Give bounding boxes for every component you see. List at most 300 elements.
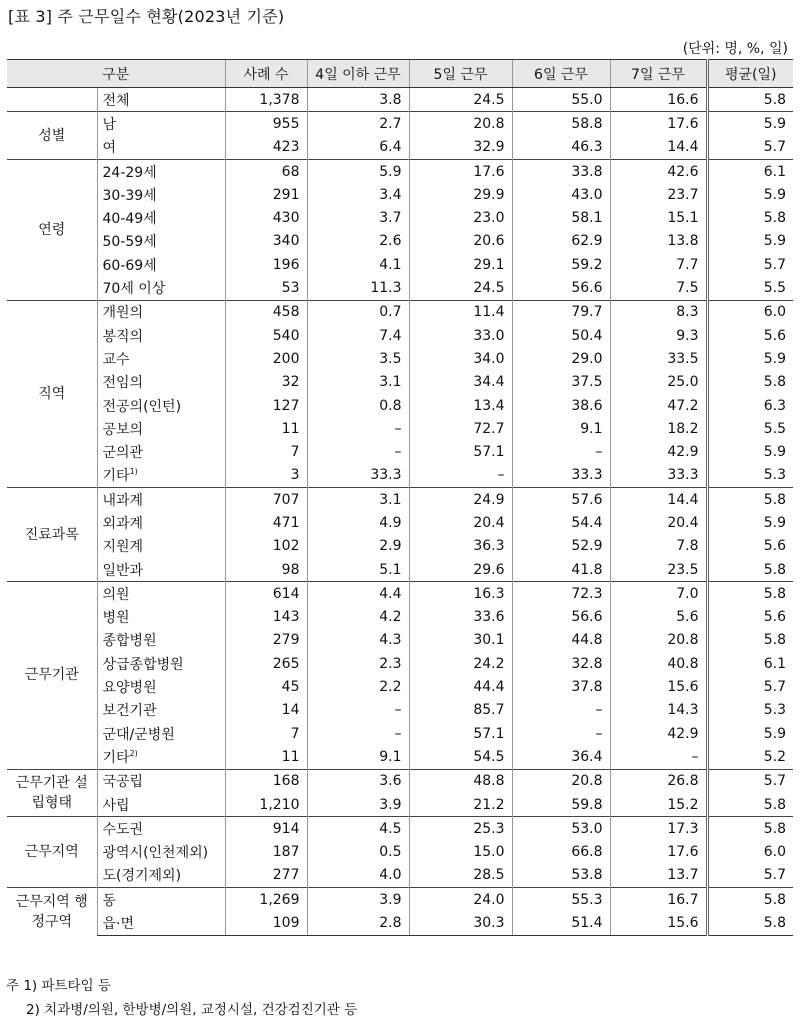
- cell-cases: 1,378: [225, 88, 307, 112]
- row-label-text: 24-29세: [102, 164, 157, 181]
- table-body: [7, 88, 793, 936]
- cell-pct-7days: 25.0: [610, 371, 707, 394]
- cell-average: 5.8: [707, 371, 793, 394]
- cell-pct-6days: 58.1: [512, 206, 610, 229]
- cell-pct-5days: 24.9: [409, 488, 512, 512]
- cell-pct-7days: 7.0: [610, 582, 707, 606]
- cell-pct-7days: 14.3: [610, 699, 707, 722]
- cell-cases: 143: [225, 606, 307, 629]
- row-label: [97, 464, 225, 488]
- cell-pct-6days: 36.4: [512, 745, 610, 769]
- cell-pct-4days: 6.4: [307, 136, 409, 160]
- table-row: [7, 394, 793, 417]
- group-label-empty: [7, 88, 97, 112]
- row-label-text: 개원의: [102, 305, 144, 322]
- cell-pct-4days: 3.1: [307, 488, 409, 512]
- table-row: [7, 347, 793, 370]
- cell-pct-6days: 58.8: [512, 112, 610, 136]
- cell-pct-5days: 44.4: [409, 675, 512, 698]
- cell-pct-6days: 50.4: [512, 324, 610, 347]
- row-label-text: 병원: [102, 610, 130, 627]
- table-row: [7, 888, 793, 912]
- cell-average: 5.6: [707, 606, 793, 629]
- cell-cases: 3: [225, 464, 307, 488]
- table-row: [7, 793, 793, 817]
- row-label-text: 공보의: [102, 421, 144, 438]
- cell-average: 5.8: [707, 558, 793, 582]
- row-label-text: 읍·면: [102, 916, 134, 933]
- cell-pct-4days: 2.2: [307, 675, 409, 698]
- footnote-marker: 1): [129, 467, 138, 477]
- table-row: [7, 769, 793, 793]
- cell-pct-6days: 79.7: [512, 300, 610, 324]
- cell-pct-7days: 42.9: [610, 722, 707, 745]
- footnote-1: 주 1) 파트타임 등: [6, 978, 111, 994]
- cell-pct-6days: 20.8: [512, 769, 610, 793]
- cell-pct-7days: 33.3: [610, 464, 707, 488]
- cell-cases: 955: [225, 112, 307, 136]
- cell-average: 5.5: [707, 417, 793, 440]
- cell-pct-4days: 33.3: [307, 464, 409, 488]
- cell-pct-6days: 56.6: [512, 606, 610, 629]
- cell-average: 5.9: [707, 722, 793, 745]
- table-title: [표 3] 주 근무일수 현황(2023년 기준): [8, 7, 285, 26]
- cell-pct-4days: –: [307, 722, 409, 745]
- header-6days: 6일 근무: [512, 60, 610, 88]
- table-row: [7, 864, 793, 888]
- row-label-text: 군의관: [102, 445, 144, 462]
- cell-cases: 68: [225, 159, 307, 183]
- row-label: [97, 371, 225, 394]
- cell-pct-7days: 16.6: [610, 88, 707, 112]
- cell-pct-5days: 11.4: [409, 300, 512, 324]
- cell-pct-5days: 24.5: [409, 88, 512, 112]
- cell-average: 5.9: [707, 440, 793, 463]
- cell-average: 5.6: [707, 324, 793, 347]
- table-row: [7, 112, 793, 136]
- cell-average: 5.7: [707, 864, 793, 888]
- row-label-text: 60-69세: [102, 257, 157, 274]
- cell-pct-7days: 8.3: [610, 300, 707, 324]
- cell-pct-4days: 2.9: [307, 535, 409, 558]
- cell-average: 5.9: [707, 183, 793, 206]
- row-label: [97, 535, 225, 558]
- cell-pct-6days: 37.5: [512, 371, 610, 394]
- row-label-text: 지원계: [102, 539, 144, 556]
- cell-pct-5days: 21.2: [409, 793, 512, 817]
- table-row: [7, 464, 793, 488]
- group-label: 진료과목: [7, 488, 97, 582]
- cell-cases: 127: [225, 394, 307, 417]
- group-label: 근무기관: [7, 582, 97, 769]
- cell-pct-6days: –: [512, 440, 610, 463]
- row-label-text: 30-39세: [102, 187, 157, 204]
- row-label-text: 의원: [102, 586, 130, 603]
- cell-cases: 914: [225, 817, 307, 841]
- cell-pct-4days: 3.4: [307, 183, 409, 206]
- cell-pct-6days: 33.8: [512, 159, 610, 183]
- cell-pct-6days: 59.8: [512, 793, 610, 817]
- row-label: [97, 817, 225, 841]
- cell-pct-6days: 32.8: [512, 652, 610, 675]
- cell-cases: 707: [225, 488, 307, 512]
- row-label: [97, 911, 225, 935]
- cell-pct-4days: 4.2: [307, 606, 409, 629]
- row-label-text: 국공립: [102, 774, 144, 791]
- cell-pct-5days: 16.3: [409, 582, 512, 606]
- table-row: [7, 629, 793, 652]
- cell-cases: 109: [225, 911, 307, 935]
- cell-average: 5.8: [707, 582, 793, 606]
- cell-pct-7days: 40.8: [610, 652, 707, 675]
- row-label: [97, 300, 225, 324]
- cell-pct-5days: 85.7: [409, 699, 512, 722]
- cell-pct-4days: 4.3: [307, 629, 409, 652]
- cell-pct-4days: 2.8: [307, 911, 409, 935]
- table-row: [7, 699, 793, 722]
- row-label: [97, 582, 225, 606]
- cell-pct-6days: 51.4: [512, 911, 610, 935]
- cell-cases: 196: [225, 253, 307, 276]
- cell-cases: 458: [225, 300, 307, 324]
- cell-pct-4days: –: [307, 417, 409, 440]
- cell-pct-5days: 20.8: [409, 112, 512, 136]
- header-category: 구분: [7, 60, 225, 88]
- cell-average: 5.9: [707, 112, 793, 136]
- row-label-text: 기타: [102, 749, 130, 766]
- cell-pct-6days: 59.2: [512, 253, 610, 276]
- cell-pct-7days: 15.6: [610, 911, 707, 935]
- cell-pct-4days: 5.1: [307, 558, 409, 582]
- cell-cases: 7: [225, 722, 307, 745]
- row-label: [97, 606, 225, 629]
- cell-average: 5.7: [707, 769, 793, 793]
- header-cases: 사례 수: [225, 60, 307, 88]
- cell-pct-6days: 33.3: [512, 464, 610, 488]
- cell-cases: 291: [225, 183, 307, 206]
- table-row: [7, 300, 793, 324]
- cell-average: 5.3: [707, 464, 793, 488]
- table-row: [7, 841, 793, 864]
- cell-average: 5.8: [707, 629, 793, 652]
- row-label: [97, 440, 225, 463]
- row-label: [97, 324, 225, 347]
- table-row-total: [7, 88, 793, 112]
- cell-pct-6days: 62.9: [512, 230, 610, 253]
- row-label: [97, 347, 225, 370]
- cell-average: 5.9: [707, 230, 793, 253]
- cell-average: 5.5: [707, 276, 793, 300]
- cell-pct-5days: 33.6: [409, 606, 512, 629]
- row-label-text: 도(경기제외): [102, 868, 182, 885]
- table-row: [7, 511, 793, 534]
- row-label: [97, 769, 225, 793]
- row-label-text: 종합병원: [102, 633, 157, 650]
- header-7days: 7일 근무: [610, 60, 707, 88]
- cell-pct-7days: 14.4: [610, 488, 707, 512]
- cell-pct-5days: 57.1: [409, 722, 512, 745]
- cell-pct-6days: 54.4: [512, 511, 610, 534]
- cell-pct-5days: 29.6: [409, 558, 512, 582]
- cell-pct-5days: 30.3: [409, 911, 512, 935]
- group-label: 근무지역 행정구역: [7, 888, 97, 936]
- cell-pct-7days: 13.8: [610, 230, 707, 253]
- cell-pct-7days: 23.7: [610, 183, 707, 206]
- cell-pct-7days: 7.8: [610, 535, 707, 558]
- cell-pct-6days: –: [512, 699, 610, 722]
- cell-pct-6days: 9.1: [512, 417, 610, 440]
- header-row: [7, 60, 793, 88]
- cell-pct-4days: 0.5: [307, 841, 409, 864]
- cell-pct-4days: 3.9: [307, 888, 409, 912]
- group-label: 근무기관 설립형태: [7, 769, 97, 817]
- table-row: [7, 440, 793, 463]
- row-label: [97, 511, 225, 534]
- table-row: [7, 417, 793, 440]
- cell-cases: 279: [225, 629, 307, 652]
- cell-pct-5days: 25.3: [409, 817, 512, 841]
- row-label-text: 외과계: [102, 515, 144, 532]
- cell-pct-4days: –: [307, 440, 409, 463]
- cell-pct-6days: 53.8: [512, 864, 610, 888]
- cell-cases: 168: [225, 769, 307, 793]
- cell-pct-6days: 55.3: [512, 888, 610, 912]
- row-label-text: 기타: [102, 468, 130, 485]
- row-label-text: 교수: [102, 351, 130, 368]
- cell-pct-5days: 48.8: [409, 769, 512, 793]
- cell-pct-4days: 4.4: [307, 582, 409, 606]
- cell-pct-5days: 13.4: [409, 394, 512, 417]
- cell-pct-4days: 3.5: [307, 347, 409, 370]
- cell-pct-4days: 4.0: [307, 864, 409, 888]
- row-label: [97, 183, 225, 206]
- cell-pct-5days: 20.6: [409, 230, 512, 253]
- cell-pct-6days: –: [512, 722, 610, 745]
- cell-cases: 53: [225, 276, 307, 300]
- cell-pct-7days: 26.8: [610, 769, 707, 793]
- cell-average: 5.7: [707, 675, 793, 698]
- row-label: [97, 417, 225, 440]
- table-row: [7, 582, 793, 606]
- row-label-text: 사립: [102, 797, 130, 814]
- footnote-2: 2) 치과병/의원, 한방병/의원, 교정시설, 건강검진기관 등: [26, 1002, 358, 1018]
- cell-pct-7days: 15.6: [610, 675, 707, 698]
- cell-pct-4days: 3.6: [307, 769, 409, 793]
- cell-pct-5days: 28.5: [409, 864, 512, 888]
- cell-pct-6days: 41.8: [512, 558, 610, 582]
- cell-pct-7days: 15.2: [610, 793, 707, 817]
- cell-pct-5days: 54.5: [409, 745, 512, 769]
- row-label-text: 보건기관: [102, 703, 157, 720]
- group-label: 근무지역: [7, 817, 97, 888]
- cell-average: 5.8: [707, 206, 793, 229]
- cell-pct-4days: 5.9: [307, 159, 409, 183]
- cell-cases: 277: [225, 864, 307, 888]
- row-label: [97, 253, 225, 276]
- unit-label: (단위: 명, %, 일): [682, 41, 788, 57]
- row-label-text: 전공의(인턴): [102, 398, 182, 415]
- cell-pct-6days: 38.6: [512, 394, 610, 417]
- cell-pct-5days: 57.1: [409, 440, 512, 463]
- cell-pct-7days: 16.7: [610, 888, 707, 912]
- cell-pct-4days: 2.6: [307, 230, 409, 253]
- header-5days: 5일 근무: [409, 60, 512, 88]
- cell-pct-6days: 72.3: [512, 582, 610, 606]
- cell-pct-6days: 56.6: [512, 276, 610, 300]
- cell-pct-7days: 14.4: [610, 136, 707, 160]
- cell-pct-5days: 24.2: [409, 652, 512, 675]
- cell-pct-5days: 36.3: [409, 535, 512, 558]
- cell-average: 5.8: [707, 793, 793, 817]
- cell-average: 5.7: [707, 136, 793, 160]
- cell-pct-6days: 29.0: [512, 347, 610, 370]
- cell-pct-6days: 55.0: [512, 88, 610, 112]
- cell-pct-4days: 2.3: [307, 652, 409, 675]
- cell-cases: 200: [225, 347, 307, 370]
- row-label: [97, 793, 225, 817]
- cell-average: 6.1: [707, 652, 793, 675]
- row-label-text: 여: [102, 140, 117, 157]
- cell-cases: 32: [225, 371, 307, 394]
- row-label-text: 일반과: [102, 562, 144, 579]
- cell-cases: 102: [225, 535, 307, 558]
- row-label: [97, 558, 225, 582]
- cell-cases: 1,210: [225, 793, 307, 817]
- group-label: 연령: [7, 159, 97, 300]
- cell-pct-7days: 18.2: [610, 417, 707, 440]
- row-label-text: 70세 이상: [102, 281, 166, 298]
- cell-pct-5days: 24.0: [409, 888, 512, 912]
- table-row: [7, 371, 793, 394]
- row-label-text: 봉직의: [102, 328, 144, 345]
- table-row: [7, 558, 793, 582]
- table-row: [7, 159, 793, 183]
- row-label: [97, 745, 225, 769]
- table-row: [7, 136, 793, 160]
- cell-average: 5.7: [707, 253, 793, 276]
- cell-average: 5.8: [707, 817, 793, 841]
- cell-pct-6days: 66.8: [512, 841, 610, 864]
- workdays-table: [7, 59, 793, 936]
- cell-cases: 11: [225, 745, 307, 769]
- cell-average: 5.8: [707, 911, 793, 935]
- row-label-text: 동: [102, 892, 117, 909]
- cell-pct-4days: 4.1: [307, 253, 409, 276]
- cell-pct-7days: 23.5: [610, 558, 707, 582]
- cell-cases: 11: [225, 417, 307, 440]
- cell-pct-4days: 4.9: [307, 511, 409, 534]
- table-row: [7, 488, 793, 512]
- row-label: [97, 112, 225, 136]
- cell-pct-5days: 33.0: [409, 324, 512, 347]
- cell-pct-5days: 72.7: [409, 417, 512, 440]
- row-label: [97, 888, 225, 912]
- row-label: [97, 394, 225, 417]
- cell-pct-4days: 0.7: [307, 300, 409, 324]
- cell-pct-5days: –: [409, 464, 512, 488]
- cell-pct-4days: 7.4: [307, 324, 409, 347]
- cell-pct-4days: 3.7: [307, 206, 409, 229]
- cell-pct-6days: 57.6: [512, 488, 610, 512]
- row-label-text: 군대/군병원: [102, 726, 175, 743]
- cell-pct-4days: 2.7: [307, 112, 409, 136]
- row-label-text: 수도권: [102, 821, 144, 838]
- cell-pct-7days: 7.7: [610, 253, 707, 276]
- cell-cases: 7: [225, 440, 307, 463]
- row-label: [97, 276, 225, 300]
- row-label-text: 요양병원: [102, 680, 157, 697]
- cell-average: 5.8: [707, 888, 793, 912]
- cell-cases: 45: [225, 675, 307, 698]
- table-row: [7, 535, 793, 558]
- cell-pct-7days: 42.9: [610, 440, 707, 463]
- cell-pct-7days: 47.2: [610, 394, 707, 417]
- cell-pct-4days: 3.1: [307, 371, 409, 394]
- cell-pct-4days: 9.1: [307, 745, 409, 769]
- table-row: [7, 745, 793, 769]
- cell-average: 6.1: [707, 159, 793, 183]
- table-row: [7, 722, 793, 745]
- cell-pct-4days: –: [307, 699, 409, 722]
- row-label: [97, 722, 225, 745]
- cell-pct-5days: 29.1: [409, 253, 512, 276]
- row-label: [97, 864, 225, 888]
- cell-pct-5days: 34.0: [409, 347, 512, 370]
- cell-pct-5days: 23.0: [409, 206, 512, 229]
- cell-pct-4days: 3.9: [307, 793, 409, 817]
- cell-cases: 423: [225, 136, 307, 160]
- row-label-text: 내과계: [102, 492, 144, 509]
- cell-pct-7days: 13.7: [610, 864, 707, 888]
- cell-pct-6days: 43.0: [512, 183, 610, 206]
- cell-pct-7days: 20.4: [610, 511, 707, 534]
- cell-cases: 430: [225, 206, 307, 229]
- row-label: [97, 488, 225, 512]
- row-label: [97, 159, 225, 183]
- row-label-text: 전임의: [102, 375, 144, 392]
- cell-pct-5days: 34.4: [409, 371, 512, 394]
- cell-pct-7days: 20.8: [610, 629, 707, 652]
- cell-pct-5days: 15.0: [409, 841, 512, 864]
- row-label: 전체: [97, 88, 225, 112]
- cell-pct-7days: 17.6: [610, 841, 707, 864]
- row-label-text: 광역시(인천제외): [102, 845, 209, 862]
- cell-cases: 14: [225, 699, 307, 722]
- table-row: [7, 911, 793, 935]
- cell-pct-4days: 3.8: [307, 88, 409, 112]
- header-average: 평균(일): [707, 60, 793, 88]
- cell-pct-7days: –: [610, 745, 707, 769]
- row-label: [97, 629, 225, 652]
- cell-average: 6.0: [707, 300, 793, 324]
- cell-cases: 187: [225, 841, 307, 864]
- footnote-marker: 2): [129, 748, 138, 758]
- table-row: [7, 324, 793, 347]
- cell-cases: 265: [225, 652, 307, 675]
- cell-average: 6.0: [707, 841, 793, 864]
- cell-cases: 540: [225, 324, 307, 347]
- cell-pct-7days: 15.1: [610, 206, 707, 229]
- cell-cases: 1,269: [225, 888, 307, 912]
- cell-pct-7days: 42.6: [610, 159, 707, 183]
- table-row: [7, 183, 793, 206]
- table-row: [7, 253, 793, 276]
- cell-average: 5.8: [707, 88, 793, 112]
- header-4days: 4일 이하 근무: [307, 60, 409, 88]
- cell-pct-4days: 0.8: [307, 394, 409, 417]
- row-label: [97, 652, 225, 675]
- row-label-text: 40-49세: [102, 211, 157, 228]
